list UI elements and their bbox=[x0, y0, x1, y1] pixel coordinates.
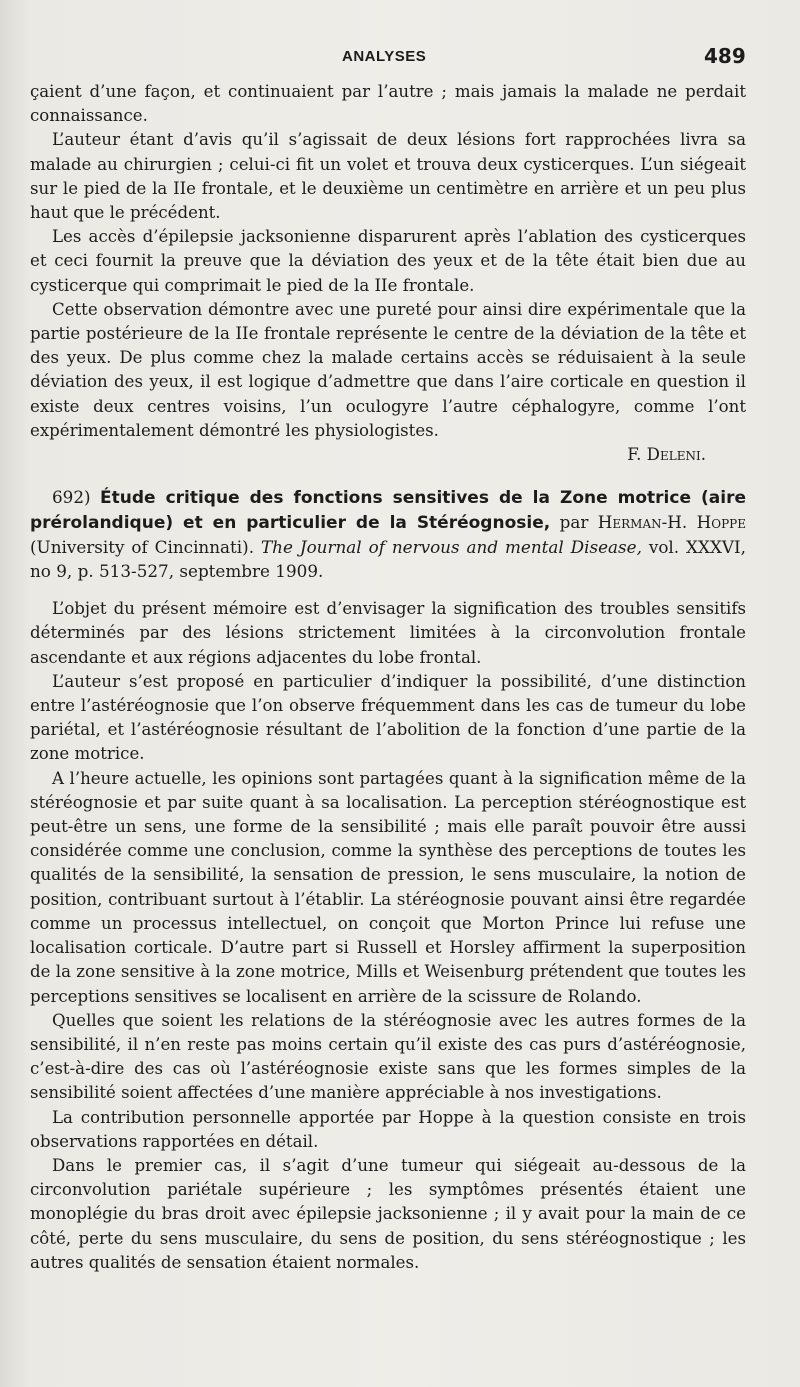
entry-journal: The Journal of nervous and mental Disease, bbox=[260, 537, 642, 558]
paragraph: Dans le premier cas, il s’agit d’une tumeur qui siégeait au-dessous de la circonvolution pariétale supérieure ; les symptômes présentés étaient une monoplégie du bras droit avec épilepsie jacksonienne ; il y avait pour la main de ce côté, perte du sens musculaire, du sens de position, du sens stéréognostique ; les autres qualités de sensation étaient normales. bbox=[30, 1155, 746, 1272]
running-title: ANALYSES bbox=[342, 48, 427, 65]
paragraph: çaient d’une façon, et continuaient par l’autre ; mais jamais la malade ne perdait connaissance. bbox=[30, 82, 746, 126]
entry-affiliation: (University of Cincinnati). bbox=[30, 537, 255, 558]
paragraph: A l’heure actuelle, les opinions sont partagées quant à la signification même de la stéréognosie et par suite quant à sa localisation. La perception stéréognostique est peut-être un sens, une forme de la sensibilité ; mais elle paraît pouvoir être aussi considérée comme une conclusion, comme la synthèse des perceptions de toutes les qualités de la sensibilité, la sensation de pression, le sens musculaire, la notion de position, contribuant surtout à l’établir. La stéréognosie pouvant ainsi être regardée comme un processus intellectuel, on conçoit que Morton Prince lui refuse une localisation corticale. D’autre part si Russell et Horsley affirment la superposition de la zone sensitive à la zone motrice, Mills et Weisenburg prétendent que toutes les perceptions sensitives se localisent en arrière de la scissure de Rolando. bbox=[30, 768, 746, 1006]
entry-author: Herman-H. Hoppe bbox=[597, 512, 747, 533]
paragraph: L’auteur s’est proposé en particulier d’indiquer la possibilité, d’une distinction entre l’astéréognosie que l’on observe fréquemment dans les cas de tumeur du lobe pariétal, et l’astéréognosie résultant de l’abolition de la fonction d’une partie de la zone motrice. bbox=[30, 671, 746, 764]
paragraph: Les accès d’épilepsie jacksonienne disparurent après l’ablation des cysticerques et ceci fournit la preuve que la déviation des yeux et de la tête était bien due au cysticerque qui comprimait le pied de la IIe frontale. bbox=[30, 227, 746, 295]
entry-title: Étude critique des fonctions sensitives de la Zone motrice (aire prérolandique) et en particulier de la Stéréognosie, bbox=[30, 488, 746, 534]
entry-citation: vol. XXXVI, no 9, p. 513-527, septembre 1909. bbox=[30, 537, 746, 582]
signature: F. Deleni. bbox=[627, 445, 706, 465]
paragraph: La contribution personnelle apportée par Hoppe à la question consiste en trois observations rapportées en détail. bbox=[30, 1107, 746, 1151]
spacer bbox=[30, 583, 746, 597]
paragraph: Cette observation démontre avec une pureté pour ainsi dire expérimentale que la partie postérieure de la IIe frontale représente le centre de la déviation de la tête et des yeux. De plus comme chez la malade certains accès se réduisaient à la seule déviation des yeux, il est logique d’admettre que dans l’aire corticale en question il existe deux centres voisins, l’un oculogyre l’autre céphalogyre, comme l’ont expérimentalement démontré les physiologistes. bbox=[30, 299, 746, 440]
page-number: 489 bbox=[704, 44, 746, 68]
paragraph: Quelles que soient les relations de la stéréognosie avec les autres formes de la sensibilité, il n’en reste pas moins certain qu’il existe des cas purs d’astéréognosie, c’est-à-dire des cas où l’astéréognosie existe sans que les formes simples de la sensibilité soient affectées d’une manière appréciable à nos investigations. bbox=[30, 1010, 746, 1103]
abstract-entry-heading bbox=[30, 485, 746, 583]
paragraph: L’objet du présent mémoire est d’envisager la signification des troubles sensitifs déterminés par des lésions strictement limitées à la circonvolution frontale ascendante et aux régions adjacentes du lobe frontal. bbox=[30, 599, 746, 667]
paragraph: L’auteur étant d’avis qu’il s’agissait de deux lésions fort rapprochées livra sa malade au chirurgien ; celui-ci fit un volet et trouva deux cysticerques. L’un siégeait sur le pied de la IIe frontale, et le deuxième un centimètre en arrière et un peu plus haut que le précédent. bbox=[30, 130, 746, 223]
entry-by: par bbox=[559, 512, 589, 533]
page-body bbox=[30, 80, 746, 1275]
page-header bbox=[0, 44, 800, 74]
entry-number: 692) bbox=[52, 487, 91, 508]
